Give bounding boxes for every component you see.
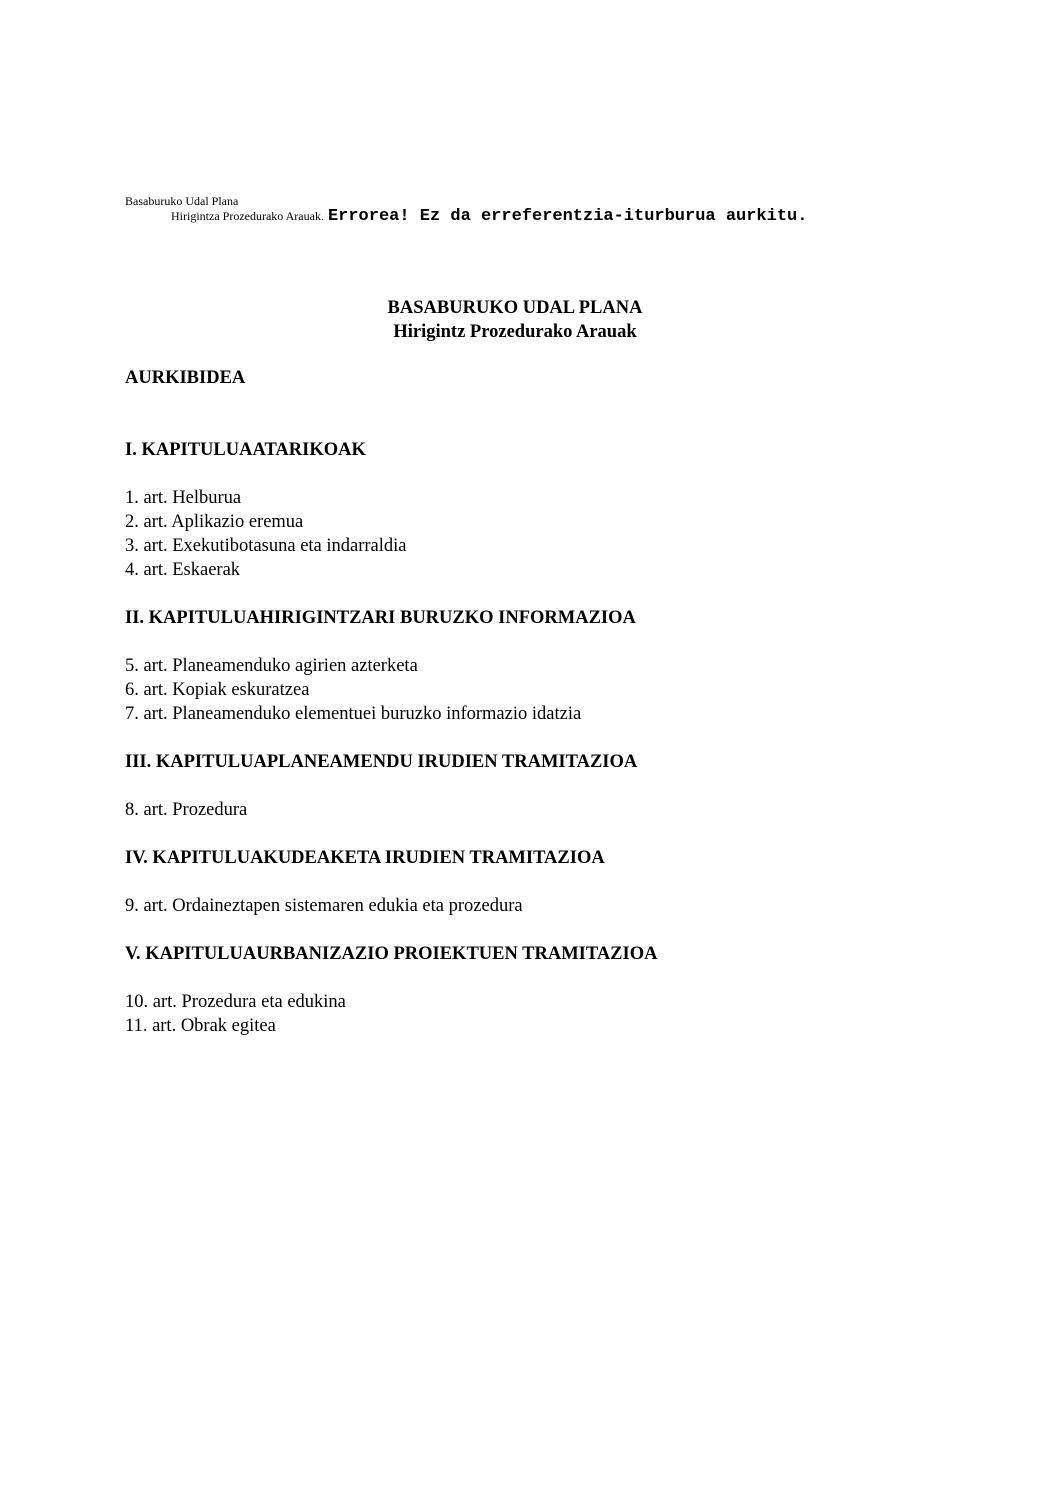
chapter-heading: II. KAPITULUAHIRIGINTZARI BURUZKO INFORMAZIOA (125, 608, 636, 628)
table-of-contents (125, 366, 945, 1062)
article-item: 5. art. Planeamenduko agirien azterketa (125, 656, 418, 676)
chapter-section (125, 750, 945, 822)
article-item: 2. art. Aplikazio eremua (125, 512, 304, 532)
document-title-line1: BASABURUKO UDAL PLANA (387, 298, 643, 318)
article-list (125, 798, 945, 822)
reference-error-message: Errorea! Ez da erreferentzia-iturburua aurkitu. (327, 207, 808, 226)
article-item: 6. art. Kopiak eskuratzea (125, 680, 310, 700)
article-item: 3. art. Exekutibotasuna eta indarraldia (125, 536, 407, 556)
chapter-section (125, 438, 945, 582)
chapter-section (125, 606, 945, 726)
chapter-heading: III. KAPITULUAPLANEAMENDU IRUDIEN TRAMITAZIOA (125, 752, 638, 772)
article-list (125, 894, 945, 918)
document-title (0, 296, 1030, 344)
running-header-subtitle (171, 206, 807, 227)
article-item: 11. art. Obrak egitea (125, 1016, 276, 1036)
article-item: 8. art. Prozedura (125, 800, 248, 820)
running-header-subtitle-text: Hirigintza Prozedurako Arauak. (171, 209, 324, 223)
article-item: 7. art. Planeamenduko elementuei buruzko informazio idatzia (125, 704, 582, 724)
toc-heading: AURKIBIDEA (125, 368, 246, 388)
running-header-title: Basaburuko Udal Plana (125, 194, 239, 208)
article-list (125, 486, 945, 582)
article-item: 1. art. Helburua (125, 488, 242, 508)
article-item: 9. art. Ordaineztapen sistemaren edukia eta prozedura (125, 896, 523, 916)
article-item: 10. art. Prozedura eta edukina (125, 992, 346, 1012)
article-list (125, 990, 945, 1038)
chapter-heading: IV. KAPITULUAKUDEAKETA IRUDIEN TRAMITAZIOA (125, 848, 605, 868)
chapter-section (125, 942, 945, 1038)
document-title-line2: Hirigintz Prozedurako Arauak (393, 322, 637, 342)
chapter-section (125, 846, 945, 918)
chapter-heading: V. KAPITULUAURBANIZAZIO PROIEKTUEN TRAMITAZIOA (125, 944, 658, 964)
article-item: 4. art. Eskaerak (125, 560, 241, 580)
article-list (125, 654, 945, 726)
chapter-heading: I. KAPITULUAATARIKOAK (125, 440, 366, 460)
